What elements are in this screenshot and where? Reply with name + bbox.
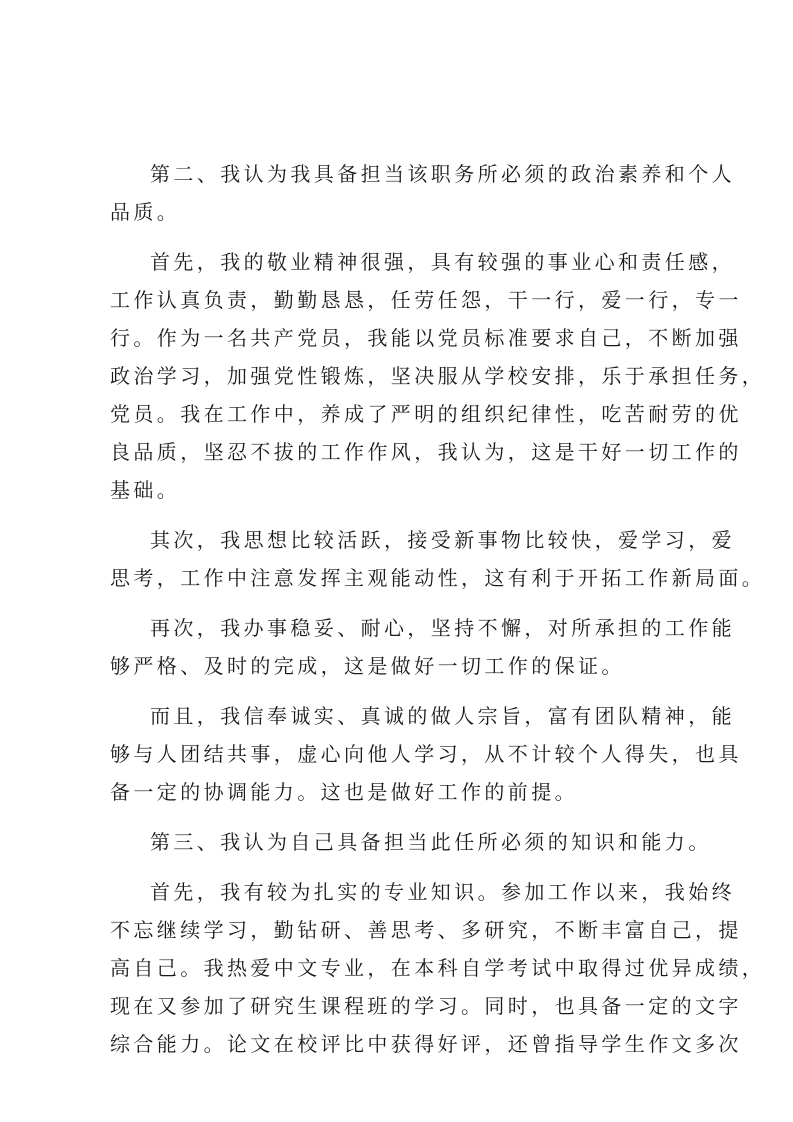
document-body [110, 155, 766, 1075]
paragraph-professional-knowledge [110, 873, 766, 1063]
paragraph-teamwork [110, 697, 742, 811]
paragraph-knowledge-heading [110, 823, 712, 861]
paragraph-line: 党员。我在工作中，养成了严明的组织纪律性，吃苦耐劳的优 [110, 402, 742, 426]
paragraph-line: 综合能力。论文在校评比中获得好评，还曾指导学生作文多次 [110, 1032, 742, 1056]
paragraph-line: 良品质，坚忍不拔的工作作风，我认为，这是干好一切工作的 [110, 440, 742, 464]
paragraph-line: 备一定的协调能力。这也是做好工作的前提。 [110, 780, 578, 804]
paragraph-line: 现在又参加了研究生课程班的学习。同时，也具备一定的文字 [110, 994, 742, 1018]
paragraph-dedication [110, 243, 766, 509]
paragraph-steady-work [110, 609, 735, 685]
paragraph-line: 第二、我认为我具备担当该职务所必须的政治素养和个人 [150, 162, 735, 186]
paragraph-line: 其次，我思想比较活跃，接受新事物比较快，爱学习，爱 [150, 528, 735, 552]
paragraph-line: 而且，我信奉诚实、真诚的做人宗旨，富有团队精神，能 [150, 704, 735, 728]
paragraph-line: 高自己。我热爱中文专业，在本科自学考试中取得过优异成绩， [110, 956, 766, 980]
paragraph-line: 工作认真负责，勤勤恳恳，任劳任怨，干一行，爱一行，专一 [110, 288, 742, 312]
paragraph-political-quality-heading [110, 155, 735, 231]
paragraph-line: 第三、我认为自己具备担当此任所必须的知识和能力。 [150, 830, 712, 854]
paragraph-line: 首先，我有较为扎实的专业知识。参加工作以来，我始终 [150, 880, 735, 904]
paragraph-line: 不忘继续学习，勤钻研、善思考、多研究，不断丰富自己，提 [110, 918, 742, 942]
paragraph-line: 首先，我的敬业精神很强，具有较强的事业心和责任感， [150, 250, 735, 274]
paragraph-line: 够与人团结共事，虚心向他人学习，从不计较个人得失，也具 [110, 742, 742, 766]
paragraph-line: 行。作为一名共产党员，我能以党员标准要求自己，不断加强 [110, 326, 742, 350]
paragraph-line: 思考，工作中注意发挥主观能动性，这有利于开拓工作新局面。 [110, 566, 766, 590]
paragraph-line: 再次，我办事稳妥、耐心，坚持不懈，对所承担的工作能 [150, 616, 735, 640]
paragraph-line: 基础。 [110, 478, 181, 502]
paragraph-active-thinking [110, 521, 766, 597]
paragraph-line: 够严格、及时的完成，这是做好一切工作的保证。 [110, 654, 625, 678]
paragraph-line: 品质。 [110, 200, 181, 224]
paragraph-line: 政治学习，加强党性锻炼，坚决服从学校安排，乐于承担任务， [110, 364, 766, 388]
